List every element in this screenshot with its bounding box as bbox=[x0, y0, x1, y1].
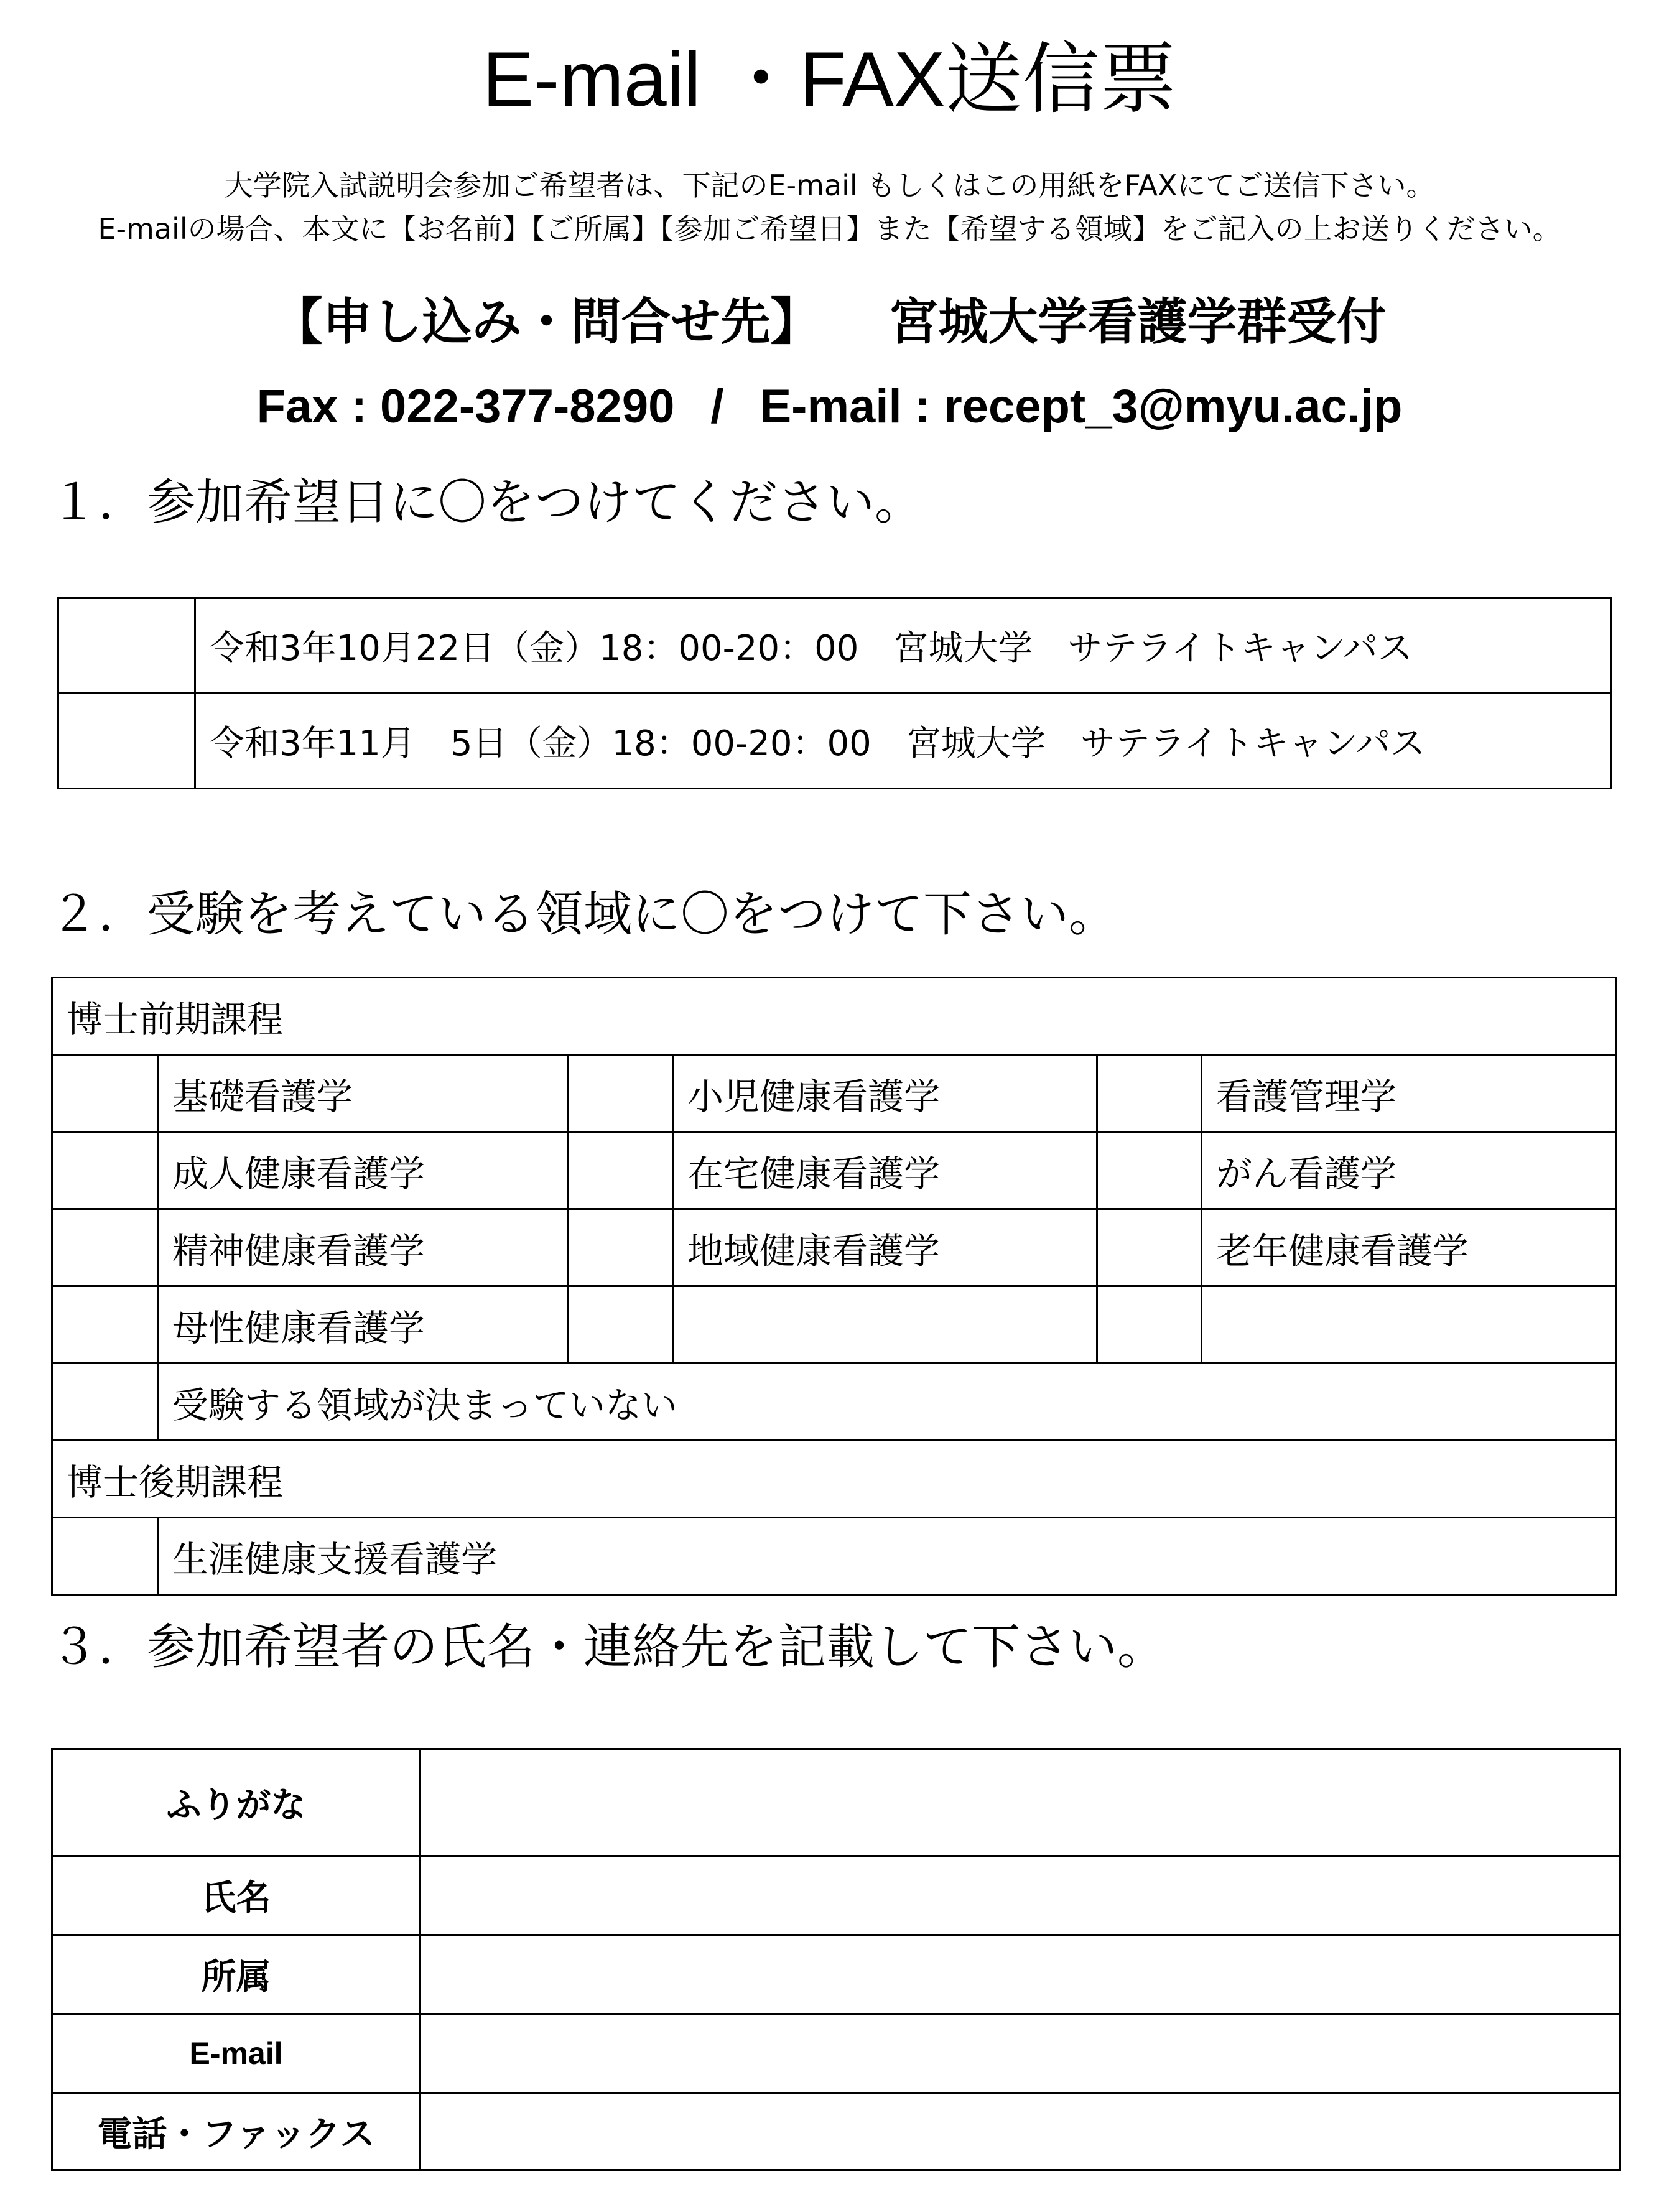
field-label: がん看護学 bbox=[1202, 1132, 1617, 1209]
table-row bbox=[58, 598, 1612, 694]
date-check-cell-2[interactable] bbox=[58, 694, 195, 789]
field-check-cell[interactable] bbox=[569, 1209, 673, 1286]
furigana-label: ふりがな bbox=[52, 1749, 421, 1856]
table-row bbox=[52, 1132, 1617, 1209]
table-row bbox=[52, 1935, 1620, 2014]
table-row bbox=[52, 1364, 1617, 1441]
email-input[interactable] bbox=[421, 2014, 1620, 2093]
undecided-label: 受験する領域が決まっていない bbox=[158, 1364, 1617, 1441]
table-row bbox=[52, 978, 1617, 1055]
furigana-input[interactable] bbox=[421, 1749, 1620, 1856]
contact-email-link[interactable]: E-mail : recept_3@myu.ac.jp bbox=[760, 380, 1403, 433]
date-selection-table bbox=[57, 597, 1612, 789]
name-label: 氏名 bbox=[52, 1856, 421, 1935]
contact-heading-row bbox=[0, 291, 1659, 353]
field-check-cell[interactable] bbox=[1097, 1286, 1202, 1364]
field-label: 在宅健康看護学 bbox=[673, 1132, 1097, 1209]
phone-fax-label: 電話・ファックス bbox=[52, 2093, 421, 2170]
field-check-cell[interactable] bbox=[52, 1132, 158, 1209]
date-option-1: 令和3年10月22日（金）18：00-20：00 宮城大学 サテライトキャンパス bbox=[195, 598, 1612, 694]
contact-fax: Fax : 022-377-8290 bbox=[256, 380, 675, 433]
field-check-cell[interactable] bbox=[1097, 1209, 1202, 1286]
field-check-cell[interactable] bbox=[1097, 1055, 1202, 1132]
field-selection-table bbox=[51, 977, 1617, 1596]
section-2-title: ２．受験を考えている領域に〇をつけて下さい。 bbox=[50, 886, 1118, 942]
field-label: 成人健康看護学 bbox=[158, 1132, 569, 1209]
page-title: E-mail ・FAX送信票 bbox=[482, 37, 1177, 123]
contact-heading: 【申し込み・問合せ先】 bbox=[272, 293, 820, 351]
name-input[interactable] bbox=[421, 1856, 1620, 1935]
doctoral-course-label: 博士後期課程 bbox=[52, 1441, 1617, 1518]
field-check-cell[interactable] bbox=[569, 1286, 673, 1364]
section-3-title: ３．参加希望者の氏名・連絡先を記載して下さい。 bbox=[50, 1619, 1166, 1675]
undecided-check-cell[interactable] bbox=[52, 1364, 158, 1441]
phone-fax-input[interactable] bbox=[421, 2093, 1620, 2170]
table-row bbox=[52, 1055, 1617, 1132]
intro-text-line-1: 大学院入試説明会参加ご希望者は、下記のE-mail もしくはこの用紙をFAXにてご送信下さい。 bbox=[224, 169, 1435, 202]
doctoral-check-cell[interactable] bbox=[52, 1518, 158, 1595]
field-check-cell[interactable] bbox=[52, 1209, 158, 1286]
contact-office: 宮城大学看護学群受付 bbox=[888, 293, 1387, 351]
intro-text-line-2: E-mailの場合、本文に【お名前】【ご所属】【参加ご希望日】また【希望する領域】をご記入の上お送りください。 bbox=[98, 212, 1561, 246]
table-row bbox=[52, 1209, 1617, 1286]
table-row bbox=[52, 2093, 1620, 2170]
field-label: 看護管理学 bbox=[1202, 1055, 1617, 1132]
masters-course-label: 博士前期課程 bbox=[52, 978, 1617, 1055]
applicant-info-table bbox=[51, 1748, 1621, 2171]
affiliation-label: 所属 bbox=[52, 1935, 421, 2014]
contact-details-row bbox=[0, 376, 1659, 438]
field-check-cell[interactable] bbox=[569, 1055, 673, 1132]
date-check-cell-1[interactable] bbox=[58, 598, 195, 694]
contact-separator: / bbox=[710, 380, 724, 433]
table-row bbox=[52, 1286, 1617, 1364]
field-check-cell[interactable] bbox=[52, 1286, 158, 1364]
table-row bbox=[52, 1518, 1617, 1595]
section-1-title: １．参加希望日に〇をつけてください。 bbox=[50, 475, 924, 531]
field-check-cell[interactable] bbox=[1097, 1132, 1202, 1209]
doctoral-field-label: 生涯健康支援看護学 bbox=[158, 1518, 1617, 1595]
field-label bbox=[1202, 1286, 1617, 1364]
field-label: 地域健康看護学 bbox=[673, 1209, 1097, 1286]
date-option-2: 令和3年11月 5日（金）18：00-20：00 宮城大学 サテライトキャンパス bbox=[195, 694, 1612, 789]
table-row bbox=[52, 1749, 1620, 1856]
field-label: 老年健康看護学 bbox=[1202, 1209, 1617, 1286]
field-label: 小児健康看護学 bbox=[673, 1055, 1097, 1132]
table-row bbox=[58, 694, 1612, 789]
table-row bbox=[52, 2014, 1620, 2093]
email-label: E-mail bbox=[52, 2014, 421, 2093]
field-label: 精神健康看護学 bbox=[158, 1209, 569, 1286]
field-check-cell[interactable] bbox=[52, 1055, 158, 1132]
field-check-cell[interactable] bbox=[569, 1132, 673, 1209]
field-label bbox=[673, 1286, 1097, 1364]
field-label: 基礎看護学 bbox=[158, 1055, 569, 1132]
table-row bbox=[52, 1856, 1620, 1935]
affiliation-input[interactable] bbox=[421, 1935, 1620, 2014]
field-label: 母性健康看護学 bbox=[158, 1286, 569, 1364]
table-row bbox=[52, 1441, 1617, 1518]
